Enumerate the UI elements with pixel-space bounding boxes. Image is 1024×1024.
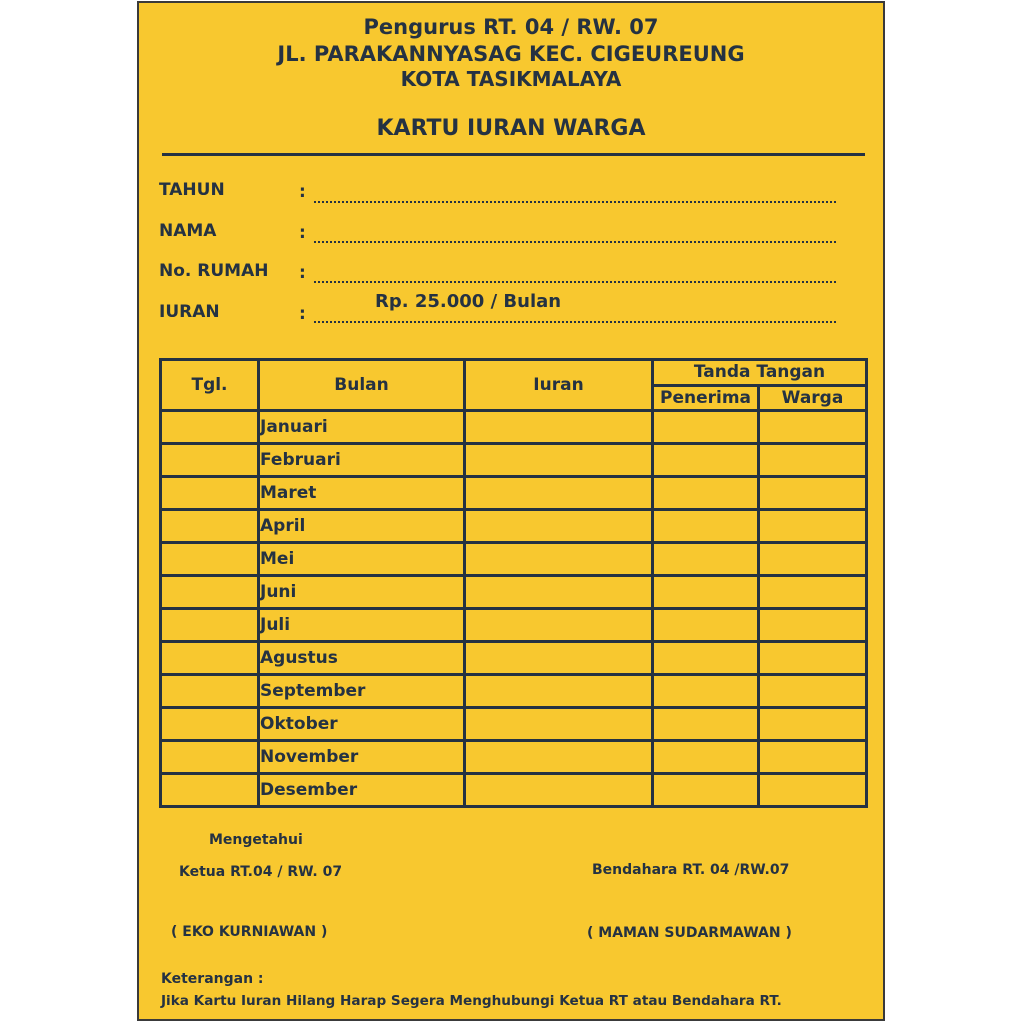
iuran-cell[interactable]	[465, 708, 653, 741]
penerima-signature-cell[interactable]	[653, 642, 759, 675]
field-label-nama: NAMA	[159, 221, 217, 241]
penerima-signature-cell[interactable]	[653, 708, 759, 741]
table-row	[161, 774, 867, 807]
column-header-penerima: Penerima	[653, 385, 759, 411]
column-header-warga: Warga	[759, 385, 867, 411]
warga-signature-cell[interactable]	[759, 708, 867, 741]
warga-signature-cell[interactable]	[759, 576, 867, 609]
header-organization: Pengurus RT. 04 / RW. 07	[363, 15, 659, 39]
iuran-cell[interactable]	[465, 411, 653, 444]
table-row	[161, 675, 867, 708]
month-label: Juni	[259, 576, 465, 609]
header-divider	[162, 153, 865, 156]
keterangan-text: Jika Kartu Iuran Hilang Harap Segera Menghubungi Ketua RT atau Bendahara RT.	[161, 993, 782, 1009]
month-label: April	[259, 510, 465, 543]
field-colon: :	[299, 263, 306, 283]
penerima-signature-cell[interactable]	[653, 444, 759, 477]
card-title: KARTU IURAN WARGA	[376, 116, 646, 141]
penerima-signature-cell[interactable]	[653, 774, 759, 807]
iuran-card	[137, 1, 885, 1021]
penerima-signature-cell[interactable]	[653, 741, 759, 774]
tgl-cell[interactable]	[161, 444, 259, 477]
penerima-signature-cell[interactable]	[653, 411, 759, 444]
header-city: KOTA TASIKMALAYA	[400, 67, 622, 91]
tgl-cell[interactable]	[161, 642, 259, 675]
ketua-title: Ketua RT.04 / RW. 07	[179, 864, 343, 880]
field-colon: :	[299, 182, 306, 202]
iuran-cell[interactable]	[465, 675, 653, 708]
month-label: Oktober	[259, 708, 465, 741]
iuran-cell[interactable]	[465, 576, 653, 609]
field-colon: :	[299, 304, 306, 324]
month-label: Januari	[259, 411, 465, 444]
bendahara-title: Bendahara RT. 04 /RW.07	[592, 862, 790, 878]
iuran-cell[interactable]	[465, 774, 653, 807]
table-row	[161, 543, 867, 576]
column-header-bulan: Bulan	[259, 360, 465, 411]
mengetahui-label: Mengetahui	[209, 832, 303, 848]
field-line-no-rumah[interactable]	[314, 281, 836, 283]
warga-signature-cell[interactable]	[759, 741, 867, 774]
month-label: November	[259, 741, 465, 774]
warga-signature-cell[interactable]	[759, 774, 867, 807]
table-row	[161, 741, 867, 774]
month-label: Juli	[259, 609, 465, 642]
tgl-cell[interactable]	[161, 411, 259, 444]
tgl-cell[interactable]	[161, 675, 259, 708]
penerima-signature-cell[interactable]	[653, 675, 759, 708]
column-header-tgl: Tgl.	[161, 360, 259, 411]
tgl-cell[interactable]	[161, 609, 259, 642]
ketua-signature-name: ( EKO KURNIAWAN )	[171, 924, 328, 940]
field-line-iuran	[314, 321, 836, 323]
field-label-tahun: TAHUN	[159, 180, 225, 200]
warga-signature-cell[interactable]	[759, 444, 867, 477]
iuran-amount: Rp. 25.000 / Bulan	[375, 291, 562, 312]
tgl-cell[interactable]	[161, 477, 259, 510]
bendahara-signature-name: ( MAMAN SUDARMAWAN )	[587, 925, 792, 941]
penerima-signature-cell[interactable]	[653, 576, 759, 609]
month-label: Desember	[259, 774, 465, 807]
table-row	[161, 444, 867, 477]
tgl-cell[interactable]	[161, 543, 259, 576]
field-line-nama[interactable]	[314, 241, 836, 243]
tgl-cell[interactable]	[161, 576, 259, 609]
month-label: Februari	[259, 444, 465, 477]
warga-signature-cell[interactable]	[759, 543, 867, 576]
iuran-cell[interactable]	[465, 444, 653, 477]
month-label: September	[259, 675, 465, 708]
field-line-tahun[interactable]	[314, 201, 836, 203]
penerima-signature-cell[interactable]	[653, 543, 759, 576]
iuran-cell[interactable]	[465, 741, 653, 774]
table-row	[161, 510, 867, 543]
table-row	[161, 477, 867, 510]
month-label: Maret	[259, 477, 465, 510]
iuran-cell[interactable]	[465, 477, 653, 510]
table-row	[161, 609, 867, 642]
warga-signature-cell[interactable]	[759, 477, 867, 510]
month-label: Mei	[259, 543, 465, 576]
penerima-signature-cell[interactable]	[653, 477, 759, 510]
table-row	[161, 411, 867, 444]
tgl-cell[interactable]	[161, 708, 259, 741]
table-row	[161, 642, 867, 675]
column-header-iuran: Iuran	[465, 360, 653, 411]
keterangan-label: Keterangan :	[161, 971, 264, 987]
warga-signature-cell[interactable]	[759, 609, 867, 642]
table-row	[161, 708, 867, 741]
warga-signature-cell[interactable]	[759, 642, 867, 675]
column-header-tanda-tangan: Tanda Tangan	[653, 360, 867, 386]
warga-signature-cell[interactable]	[759, 675, 867, 708]
iuran-cell[interactable]	[465, 510, 653, 543]
iuran-cell[interactable]	[465, 609, 653, 642]
field-label-no-rumah: No. RUMAH	[159, 261, 269, 281]
payment-table	[159, 358, 868, 808]
header-address: JL. PARAKANNYASAG KEC. CIGEUREUNG	[277, 42, 745, 66]
tgl-cell[interactable]	[161, 510, 259, 543]
month-label: Agustus	[259, 642, 465, 675]
field-colon: :	[299, 223, 306, 243]
iuran-cell[interactable]	[465, 642, 653, 675]
tgl-cell[interactable]	[161, 774, 259, 807]
tgl-cell[interactable]	[161, 741, 259, 774]
iuran-cell[interactable]	[465, 543, 653, 576]
penerima-signature-cell[interactable]	[653, 510, 759, 543]
warga-signature-cell[interactable]	[759, 411, 867, 444]
table-row	[161, 576, 867, 609]
penerima-signature-cell[interactable]	[653, 609, 759, 642]
field-label-iuran: IURAN	[159, 302, 220, 322]
warga-signature-cell[interactable]	[759, 510, 867, 543]
